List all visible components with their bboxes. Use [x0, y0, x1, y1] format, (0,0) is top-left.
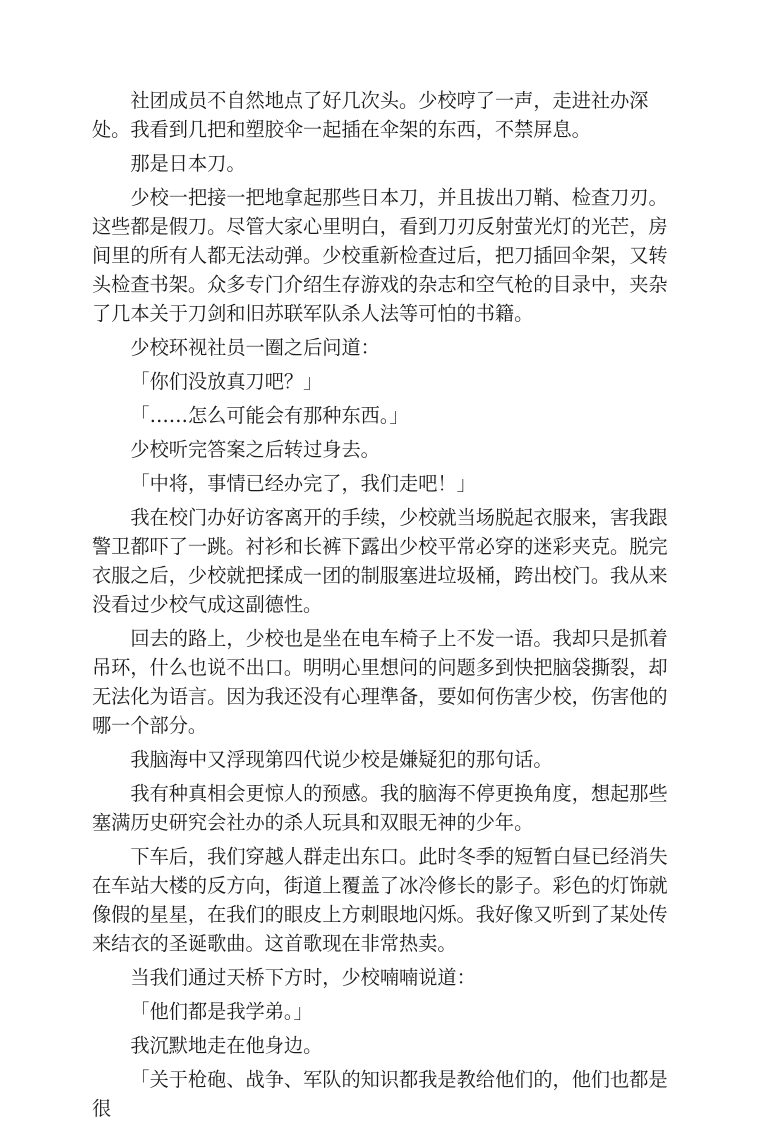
paragraph-16: 我沉默地走在他身边。	[130, 1034, 323, 1057]
paragraph-17: 「关于枪砲、战争、军队的知识都我是教给他们的，他们也都是很	[92, 1068, 668, 1120]
paragraph-9: 我在校门办好访客离开的手续，少校就当场脱起衣服来，害我跟警卫都吓了一跳。衬衫和长裤下露出少校平常必穿的迷彩夹克。脱完衣服之后，少校就把揉成一团的制服塞进垃圾桶，跨出校门。我从来没看过少校气成这副德性。	[92, 506, 668, 616]
paragraph-2: 那是日本刀。	[130, 152, 246, 175]
paragraph-1: 社团成员不自然地点了好几次头。少校哼了一声，走进社办深处。我看到几把和塑胶伞一起插在伞架的东西，不禁屏息。	[92, 89, 649, 141]
paragraph-4: 少校环视社员一圈之后问道：	[130, 336, 380, 359]
paragraph-3: 少校一把接一把地拿起那些日本刀，并且拔出刀鞘、检查刀刃。这些都是假刀。尽管大家心里明白，看到刀刃反射萤光灯的光芒，房间里的所有人都无法动弹。少校重新检查过后，把刀插回伞架，又转头检查书架。众多专门介绍生存游戏的杂志和空气枪的目录中，夹杂了几本关于刀剑和旧苏联军队杀人法等可怕的书籍。	[92, 186, 668, 325]
paragraph-5: 「你们没放真刀吧？」	[130, 370, 323, 393]
paragraph-14: 当我们通过天桥下方时，少校喃喃说道：	[130, 966, 476, 989]
paragraph-10: 回去的路上，少校也是坐在电车椅子上不发一语。我却只是抓着吊环，什么也说不出口。明明心里想问的问题多到快把脑袋撕裂，却无法化为语言。因为我还没有心理準备，要如何伤害少校，伤害他的哪一个部分。	[92, 627, 668, 737]
paragraph-8: 「中将，事情已经办完了，我们走吧！」	[130, 472, 476, 495]
paragraph-6: 「……怎么可能会有那种东西。」	[130, 404, 409, 427]
paragraph-7: 少校听完答案之后转过身去。	[130, 438, 380, 461]
paragraph-12: 我有种真相会更惊人的预感。我的脑海不停更换角度，想起那些塞满历史研究会社办的杀人玩具和双眼无神的少年。	[92, 782, 668, 834]
paragraph-15: 「他们都是我学弟。」	[130, 1000, 313, 1023]
paragraph-11: 我脑海中又浮现第四代说少校是嫌疑犯的那句话。	[130, 748, 553, 771]
body-text	[92, 86, 674, 1128]
paragraph-13: 下车后，我们穿越人群走出东口。此时冬季的短暂白昼已经消失在车站大楼的反方向，街道上覆盖了冰冷修长的影子。彩色的灯饰就像假的星星，在我们的眼皮上方刺眼地闪烁。我好像又听到了某处传来结衣的圣诞歌曲。这首歌现在非常热卖。	[92, 845, 668, 955]
